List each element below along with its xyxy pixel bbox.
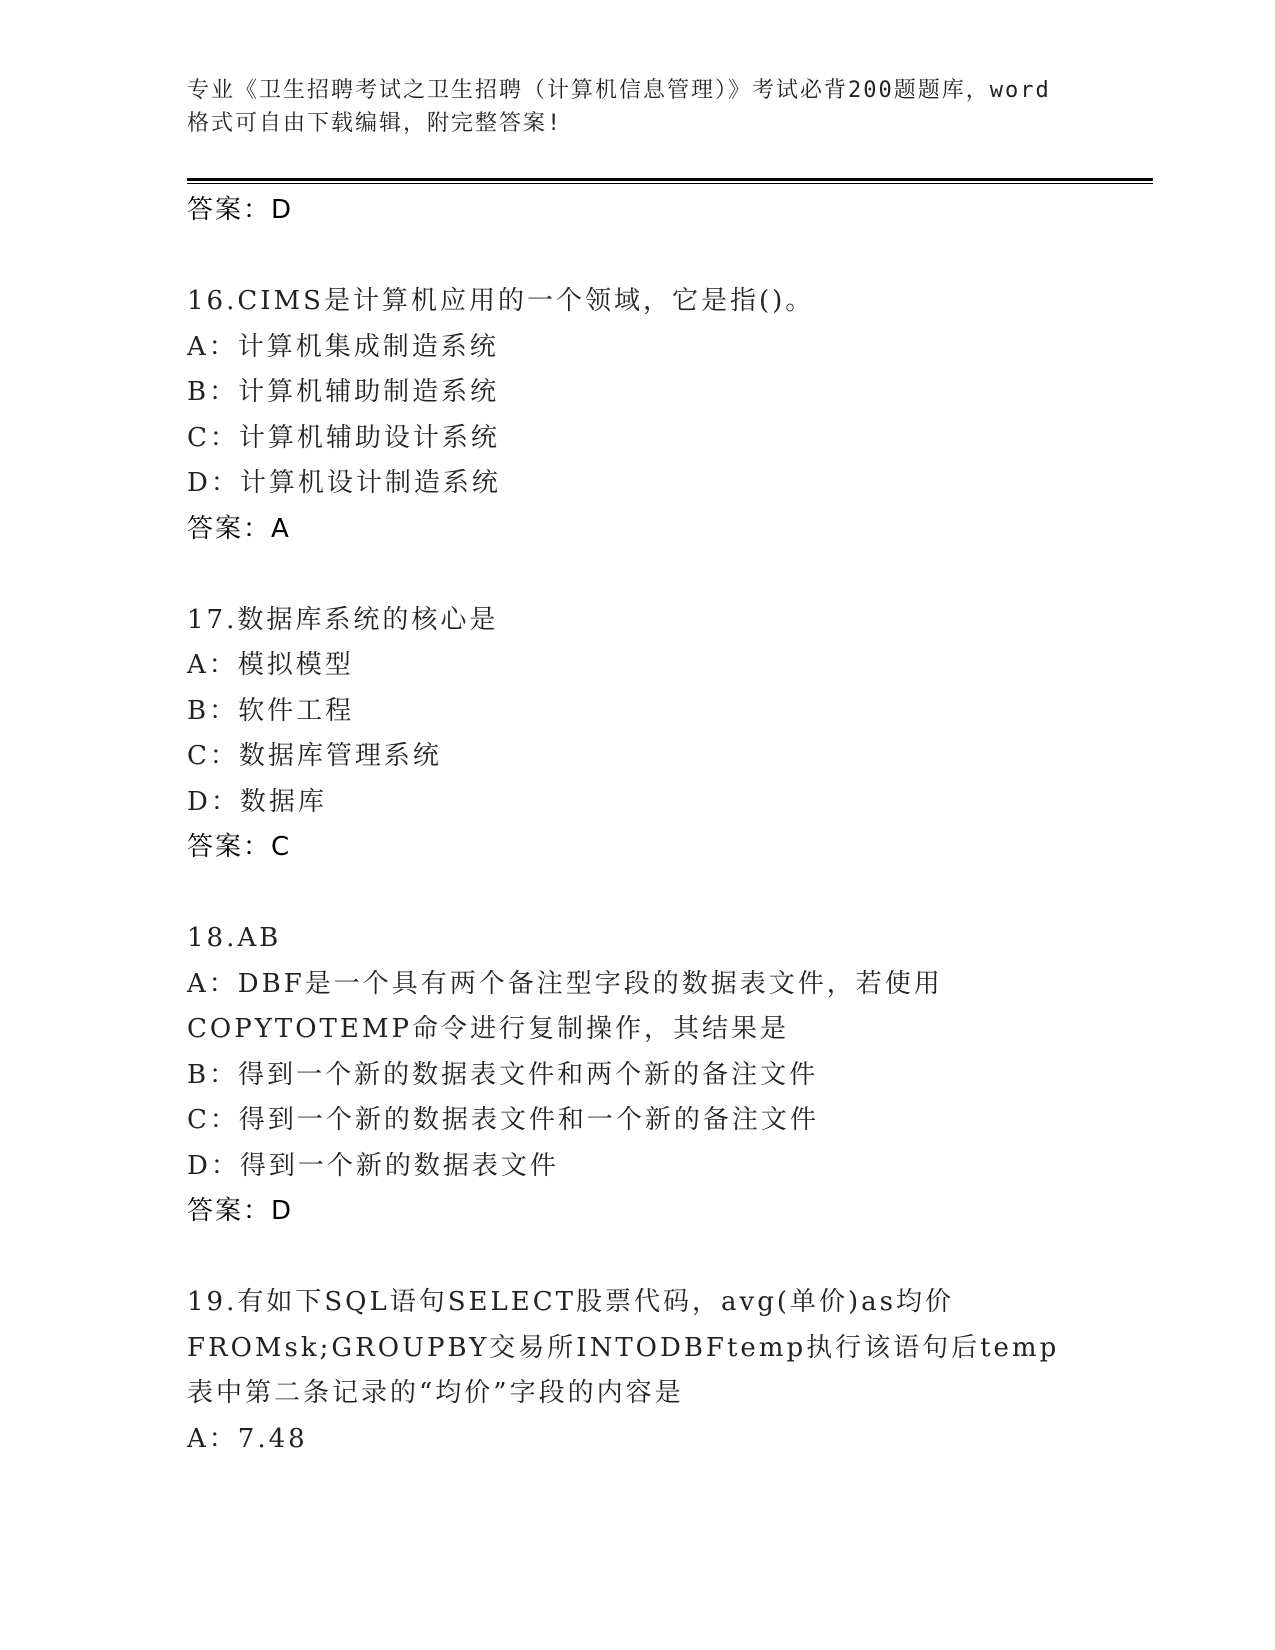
spacer bbox=[187, 1235, 1087, 1281]
answer-line: 答案：C bbox=[187, 832, 292, 862]
question-title: 19.有如下SQL语句SELECT股票代码，avg(单价)as均价FROMsk;GROUPBY交易所INTODBFtemp执行该语句后temp表中第二条记录的“均价”字段的内容是 bbox=[187, 1287, 1060, 1408]
option-b: B：得到一个新的数据表文件和两个新的备注文件 bbox=[187, 1059, 819, 1090]
answer-line: 答案：D bbox=[187, 195, 294, 225]
question-17 bbox=[187, 598, 1087, 871]
question-16 bbox=[187, 279, 1087, 552]
header-rule-thin bbox=[187, 183, 1153, 184]
option-c: C：数据库管理系统 bbox=[187, 741, 442, 771]
question-title: 18.AB bbox=[187, 923, 282, 953]
option-a: A：计算机集成制造系统 bbox=[187, 331, 499, 362]
option-a: A：模拟模型 bbox=[187, 650, 354, 680]
spacer bbox=[187, 552, 1087, 598]
option-d: D：得到一个新的数据表文件 bbox=[187, 1150, 559, 1181]
header-line-2: 格式可自由下载编辑，附完整答案! bbox=[187, 111, 563, 136]
option-b: B：软件工程 bbox=[187, 695, 355, 726]
question-title: 17.数据库系统的核心是 bbox=[187, 604, 499, 635]
question-18 bbox=[187, 916, 1087, 1235]
answer-line: 答案：D bbox=[187, 1196, 294, 1226]
option-d: D：计算机设计制造系统 bbox=[187, 468, 501, 498]
question-title: 16.CIMS是计算机应用的一个领域，它是指()。 bbox=[187, 286, 815, 316]
option-a: A：DBF是一个具有两个备注型字段的数据表文件，若使用COPYTOTEMP命令进行复制操作，其结果是 bbox=[187, 968, 943, 1044]
option-a: A：7.48 bbox=[187, 1423, 308, 1454]
spacer bbox=[187, 234, 1087, 280]
option-c: C：得到一个新的数据表文件和一个新的备注文件 bbox=[187, 1105, 819, 1135]
option-c: C：计算机辅助设计系统 bbox=[187, 422, 500, 453]
answer-line: 答案：A bbox=[187, 513, 291, 544]
option-b: B：计算机辅助制造系统 bbox=[187, 377, 500, 407]
document-header bbox=[187, 74, 1087, 140]
header-line-1: 专业《卫生招聘考试之卫生招聘（计算机信息管理）》考试必背200题题库，word bbox=[187, 78, 1051, 103]
header-rule-thick bbox=[187, 178, 1153, 181]
option-d: D：数据库 bbox=[187, 786, 327, 817]
question-19 bbox=[187, 1280, 1087, 1462]
spacer bbox=[187, 871, 1087, 917]
document-body bbox=[187, 188, 1087, 1462]
